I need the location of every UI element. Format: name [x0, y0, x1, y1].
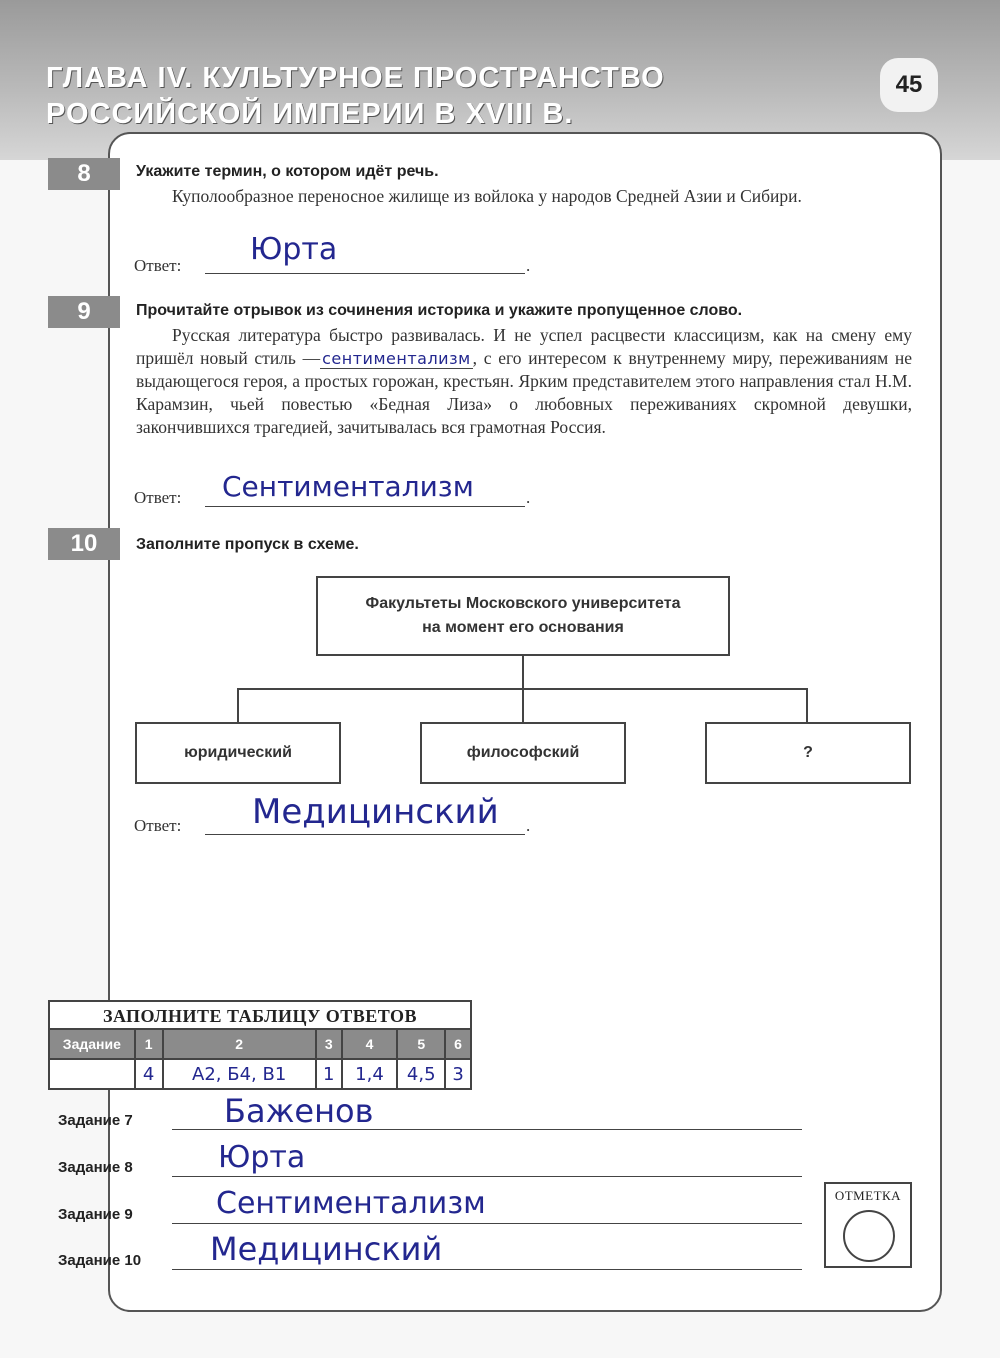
answer-table-value-5[interactable]: 4,5 — [397, 1059, 445, 1089]
summary-answer-8[interactable]: Юрта — [218, 1140, 306, 1175]
task-10-answer-label: Ответ: — [134, 816, 182, 835]
summary-answer-7[interactable]: Баженов — [224, 1092, 374, 1130]
answer-table-value-6[interactable]: 3 — [445, 1059, 471, 1089]
task-10-number: 10 — [48, 528, 120, 560]
answer-table-empty-cell — [49, 1059, 135, 1089]
chapter-title-line-1: ГЛАВА IV. КУЛЬТУРНОЕ ПРОСТРАНСТВО — [46, 62, 665, 94]
chapter-title — [46, 60, 866, 132]
task-9-text-before: Русская литература быстро развивалась. И не успел расцвести классицизм, как на смену ему пришёл новый стиль — — [136, 325, 912, 368]
answer-table-value-1[interactable]: 4 — [135, 1059, 163, 1089]
scheme-connector-right — [806, 688, 808, 724]
task-8-question: Укажите термин, о котором идёт речь. — [136, 163, 439, 180]
summary-line-9 — [172, 1223, 802, 1224]
answer-table — [48, 1028, 472, 1090]
scheme-connector-horizontal — [237, 688, 808, 690]
scheme-box-missing: ? — [705, 722, 911, 784]
scheme-top-line-1: Факультеты Московского университета — [365, 595, 681, 612]
grade-box — [824, 1182, 912, 1268]
task-9-number: 9 — [48, 296, 120, 328]
task-9-text-after: , с его интересом к внутреннему миру, переживаниям не выдающегося героя, а простых горожан, крестьян. Ярким представителем этого направления стал Н.М. Карамзин, чьей повестью «Бедная Лиза» о любовных переживаниях скромной девушки, закончившихся трагедией, зачитывалась вся грамотная Россия. — [136, 348, 912, 437]
answer-table-value-3[interactable]: 1 — [316, 1059, 342, 1089]
summary-label-8: Задание 8 — [58, 1159, 133, 1176]
summary-label-9: Задание 9 — [58, 1206, 133, 1223]
chapter-title-line-2: РОССИЙСКОЙ ИМПЕРИИ В XVIII В. — [46, 98, 574, 130]
answer-table-value-2[interactable]: А2, Б4, В1 — [163, 1059, 316, 1089]
answer-table-col-3: 3 — [316, 1029, 342, 1059]
grade-box-label: ОТМЕТКА — [834, 1188, 902, 1203]
task-10-answer-line — [205, 834, 525, 835]
task-10-answer-period: . — [526, 816, 531, 835]
task-9-answer[interactable]: Сентиментализм — [222, 470, 474, 503]
summary-label-10: Задание 10 — [58, 1252, 142, 1269]
task-9-question: Прочитайте отрывок из сочинения историка и укажите пропущенное слово. — [136, 302, 743, 319]
answer-table-col-6: 6 — [445, 1029, 471, 1059]
answer-table-title: ЗАПОЛНИТЕ ТАБЛИЦУ ОТВЕТОВ — [48, 1000, 472, 1028]
answer-table-col-5: 5 — [397, 1029, 445, 1059]
answer-table-col-4: 4 — [342, 1029, 398, 1059]
scheme-box-philosophy: философский — [420, 722, 626, 784]
task-8-answer[interactable]: Юрта — [250, 232, 338, 267]
summary-line-8 — [172, 1176, 802, 1177]
task-10-answer[interactable]: Медицинский — [252, 792, 499, 832]
summary-label-7: Задание 7 — [58, 1112, 133, 1129]
task-8-paragraph: Куполообразное переносное жилище из войлока у народов Средней Азии и Сибири. — [172, 186, 802, 206]
task-9-text — [136, 324, 912, 439]
scheme-connector-left — [237, 688, 239, 724]
grade-circle[interactable] — [843, 1210, 895, 1262]
answer-table-value-row — [49, 1059, 471, 1089]
task-9-inline-answer[interactable]: сентиментализм — [322, 349, 471, 368]
summary-answer-9[interactable]: Сентиментализм — [216, 1186, 486, 1221]
task-8-answer-label: Ответ: — [134, 256, 182, 275]
summary-line-10 — [172, 1269, 802, 1270]
scheme-top-box — [316, 576, 730, 656]
task-8-text — [136, 185, 912, 208]
answer-table-row-header: Задание — [49, 1029, 135, 1059]
task-9-answer-label: Ответ: — [134, 488, 182, 507]
summary-answer-10[interactable]: Медицинский — [210, 1230, 443, 1268]
task-8-answer-line — [205, 273, 525, 274]
task-8-answer-period: . — [526, 256, 531, 275]
answer-table-header-row — [49, 1029, 471, 1059]
answer-table-col-1: 1 — [135, 1029, 163, 1059]
answer-table-col-2: 2 — [163, 1029, 316, 1059]
task-9-paragraph — [136, 324, 912, 439]
page-number: 45 — [880, 58, 938, 112]
task-9-answer-period: . — [526, 488, 531, 507]
task-8-number: 8 — [48, 158, 120, 190]
answer-table-value-4[interactable]: 1,4 — [342, 1059, 398, 1089]
task-10-question: Заполните пропуск в схеме. — [136, 536, 359, 553]
task-9-answer-line — [205, 506, 525, 507]
scheme-connector-vertical-main — [522, 656, 524, 724]
scheme-top-line-2: на момент его основания — [422, 619, 624, 636]
scheme-box-law: юридический — [135, 722, 341, 784]
